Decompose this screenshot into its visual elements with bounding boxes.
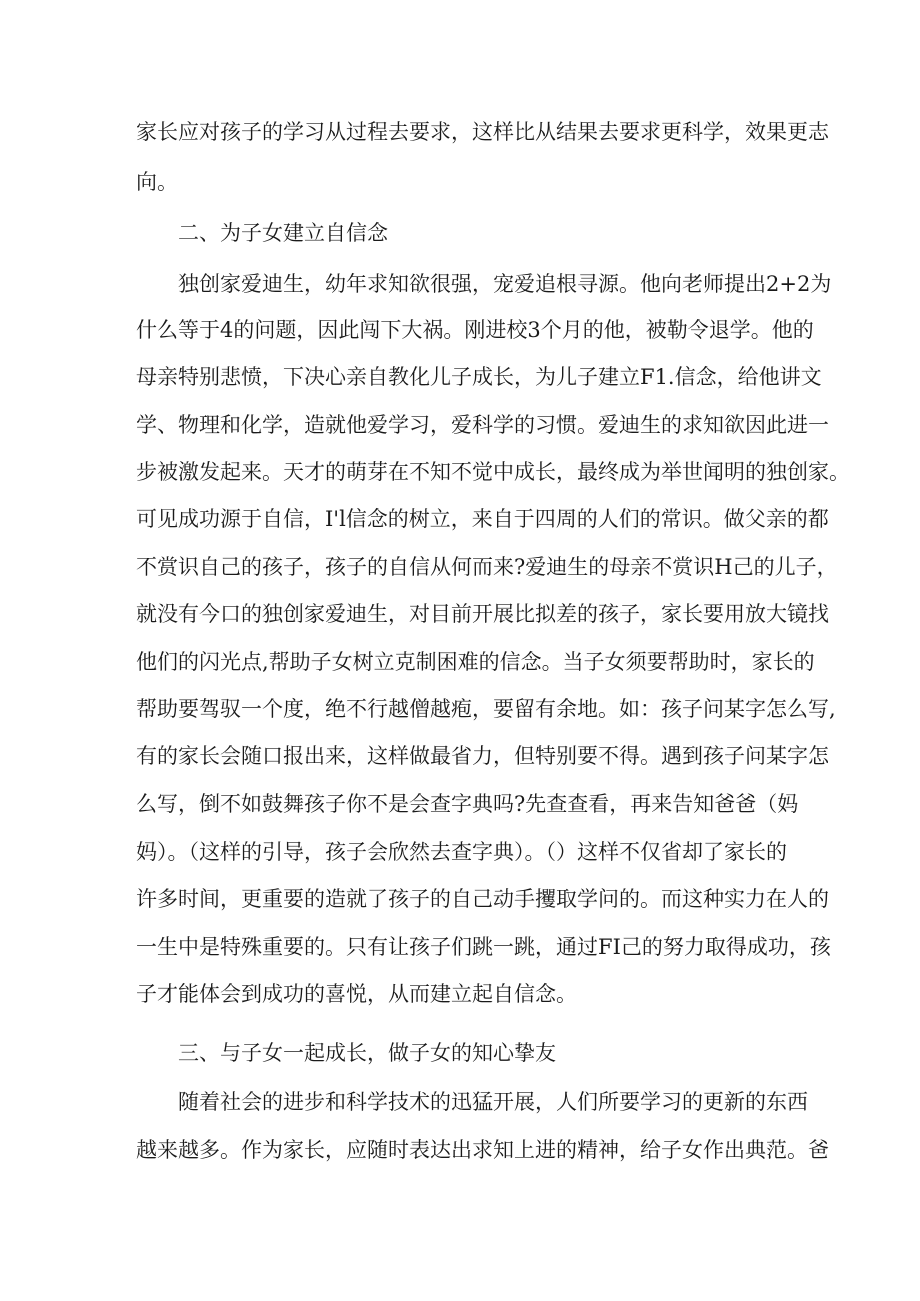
- text-line: 可见成功源于自信，I'l信念的树立，来自于四周的人们的常识。做父亲的都: [136, 507, 829, 531]
- text-line: 么写，倒不如鼓舞孩子你不是会查字典吗?先查查看，再来告知爸爸（妈: [136, 792, 799, 816]
- text-line: 子才能体会到成功的喜悦，从而建立起自信念。: [136, 982, 577, 1006]
- text-line: 就没有今口的独创家爱迪生，对目前开展比拟差的孩子，家长要用放大镜找: [136, 602, 829, 626]
- text-line: 步被激发起来。天才的萌芽在不知不觉中成长，最终成为举世闻明的独创家。: [136, 460, 850, 484]
- text-line: 学、物理和化学，造就他爱学习，爱科学的习惯。爱迪生的求知欲因此进一: [136, 413, 829, 437]
- text-line: 帮助要驾驭一个度，绝不行越僧越疱，要留有余地。如：孩子问某字怎么写,: [136, 697, 836, 721]
- text-line: 有的家长会随口报出来，这样做最省力，但特别要不得。遇到孩子问某字怎: [136, 744, 829, 768]
- text-line: 向。: [136, 170, 178, 194]
- text-line: 一生中是特殊重要的。只有让孩子们跳一跳，通过FI己的努力取得成功，孩: [136, 935, 831, 959]
- paragraph-first-line: 随着社会的进步和科学技术的迅猛开展，人们所要学习的更新的东西: [178, 1090, 808, 1114]
- section-heading: 三、与子女一起成长，做子女的知心挚友: [178, 1041, 556, 1065]
- text-line: 越来越多。作为家长，应随时表达出求知上进的精神，给子女作出典范。爸: [136, 1138, 829, 1162]
- section-heading: 二、为子女建立自信念: [178, 221, 388, 245]
- paragraph-first-line: 独创家爱迪生，幼年求知欲很强，宠爱追根寻源。他向老师提出2+2为: [178, 272, 832, 296]
- text-line: 家长应对孩子的学习从过程去要求，这样比从结果去要求更科学，效果更志: [136, 120, 829, 144]
- text-line: 母亲特别悲愤，下决心亲自教化儿子成长，为儿子建立F1.信念，给他讲文: [136, 365, 822, 389]
- text-line: 妈）。（这样的引导，孩子会欣然去查字典）。（）这样不仅省却了家长的: [136, 840, 787, 864]
- text-line: 许多时间，更重要的造就了孩子的自己动手攫取学问的。而这种实力在人的: [136, 887, 829, 911]
- text-line: 他们的闪光点,帮助子女树立克制困难的信念。当子女须要帮助时，家长的: [136, 650, 815, 674]
- text-line: 不赏识自己的孩子，孩子的自信从何而来?爱迪生的母亲不赏识H己的儿子，: [136, 555, 838, 579]
- text-line: 什么等于4的问题，因此闯下大祸。刚进校3个月的他，被勒令退学。他的: [136, 318, 814, 342]
